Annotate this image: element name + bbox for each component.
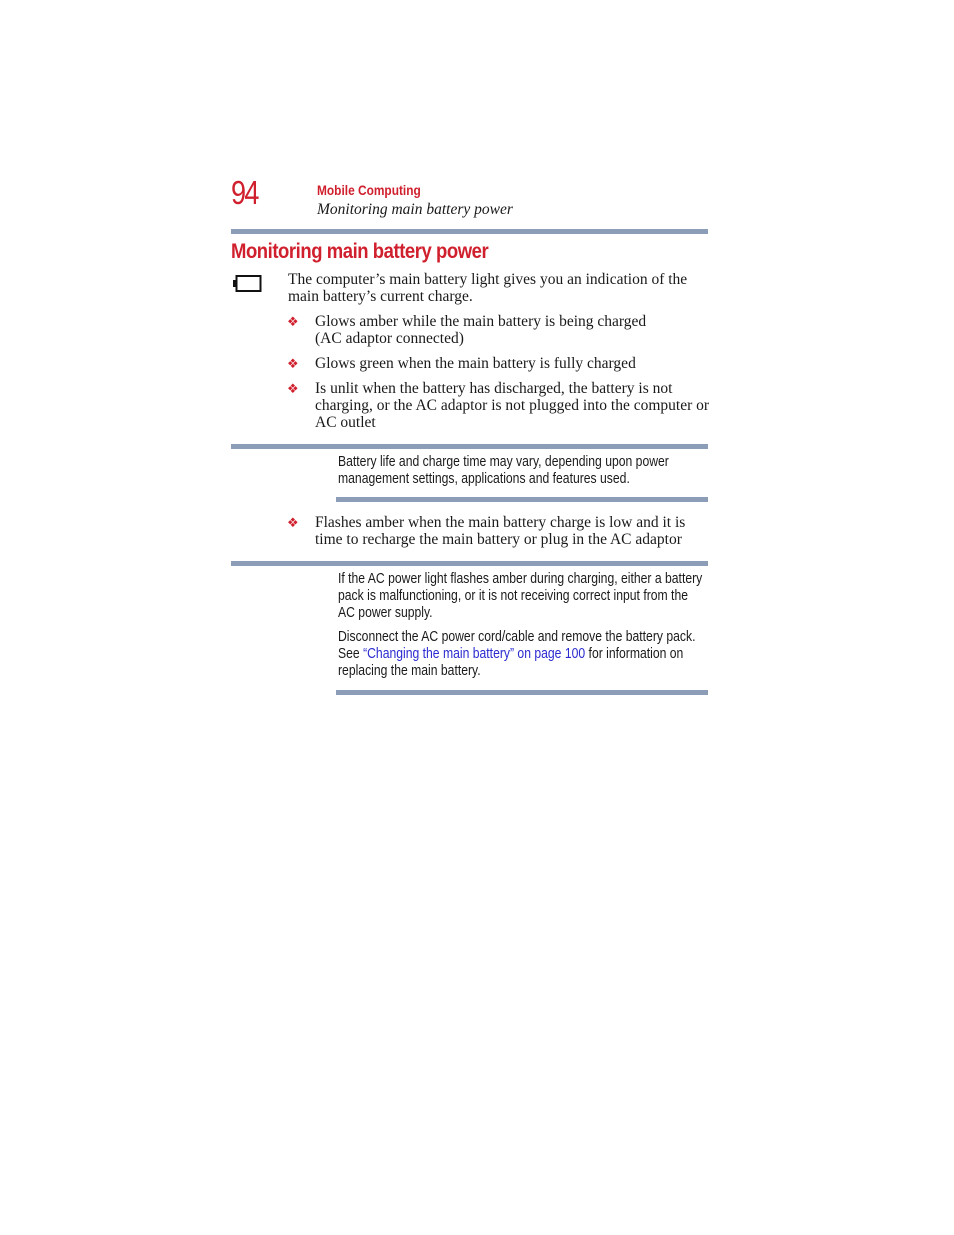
list-item: Glows green when the main battery is fully charged — [315, 355, 636, 372]
list-item: Is unlit when the battery has discharged, the battery is not charging, or the AC adaptor is not plugged into the computer or AC outlet — [315, 380, 710, 431]
note-disconnect — [338, 629, 708, 680]
page-number: 94 — [231, 174, 258, 211]
intro-paragraph: The computer’s main battery light gives you an indication of the main battery’s current charge. — [288, 271, 688, 305]
section-heading: Monitoring main battery power — [231, 240, 489, 263]
bullet-glyph: ❖ — [287, 381, 299, 396]
list-item: Glows amber while the main battery is being charged (AC adaptor connected) — [315, 313, 647, 347]
battery-icon — [233, 275, 262, 292]
list-item: Flashes amber when the main battery charge is low and it is time to recharge the main battery or plug in the AC adaptor — [315, 514, 686, 548]
note-text: for information on replacing the main battery. — [338, 646, 684, 679]
bullet-glyph: ❖ — [287, 356, 299, 371]
note-battery-life: Battery life and charge time may vary, depending upon power management settings, applications and features used. — [338, 454, 669, 487]
bullet-glyph: ❖ — [287, 314, 299, 329]
note-bottom-rule — [336, 497, 708, 502]
running-header-section: Monitoring main battery power — [317, 201, 513, 218]
changing-main-battery-link[interactable]: “Changing the main battery” on page 100 — [363, 646, 586, 662]
running-header-chapter: Mobile Computing — [317, 182, 421, 198]
note-bottom-rule — [336, 690, 708, 695]
header-rule — [231, 229, 708, 234]
note-ac-power-light: If the AC power light flashes amber during charging, either a battery pack is malfunctioning, or it is not receiving correct input from the AC power supply. — [338, 571, 703, 621]
note-top-rule — [231, 561, 708, 566]
bullet-glyph: ❖ — [287, 515, 299, 530]
note-top-rule — [231, 444, 708, 449]
note-text: Disconnect the AC power cord/cable and remove the battery pack. See — [338, 629, 696, 662]
